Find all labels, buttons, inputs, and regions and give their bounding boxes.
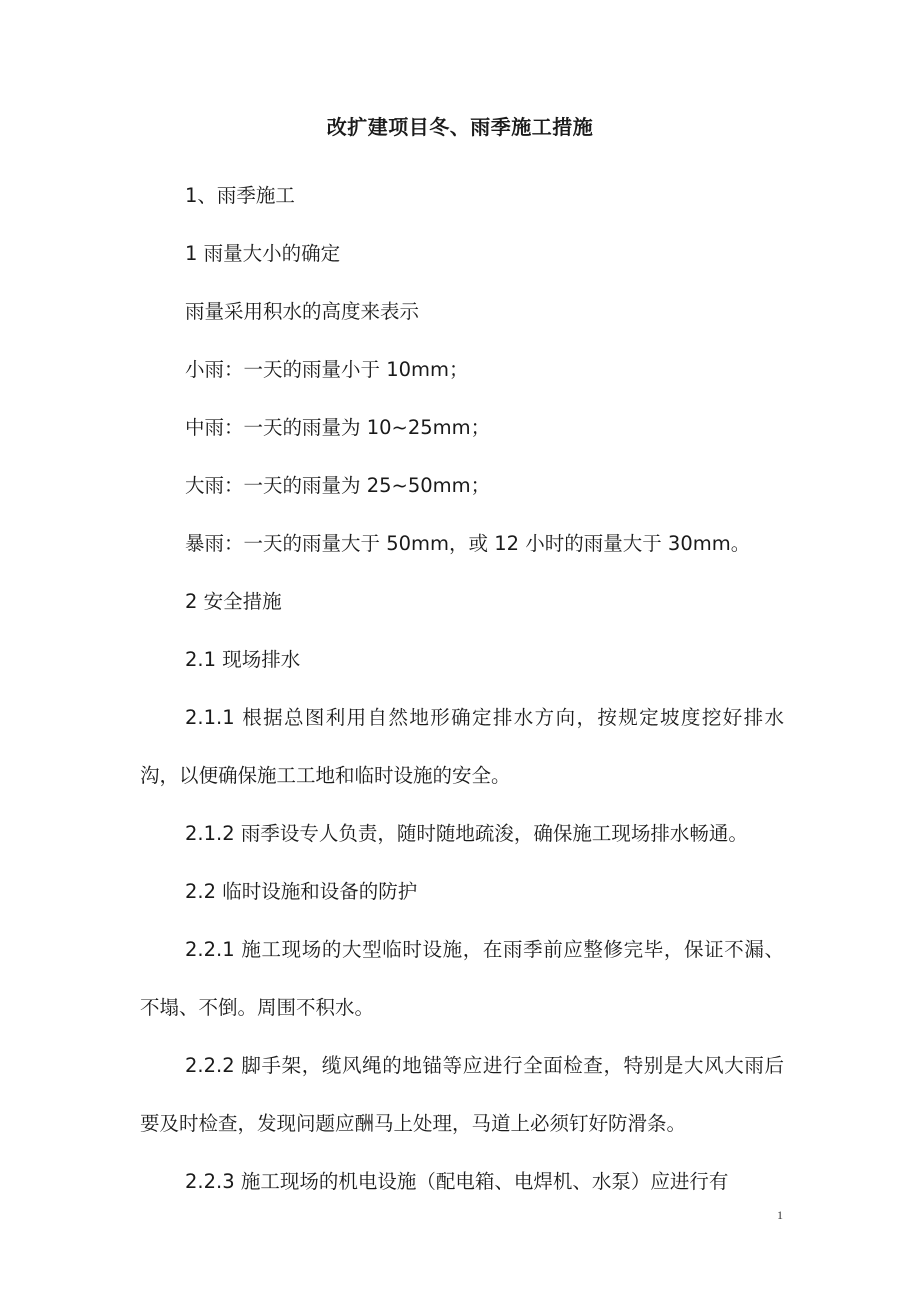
- paragraph-2-2-3: 2.2.3 施工现场的机电设施（配电箱、电焊机、水泵）应进行有: [185, 1170, 729, 1193]
- paragraph-2-2-1: 2.2.1 施工现场的大型临时设施，在雨季前应整修完毕，保证不漏、不塌、不倒。周围不积水。: [140, 938, 784, 1019]
- paragraph-temporary-facilities: 2.2 临时设施和设备的防护: [185, 880, 418, 903]
- paragraph-2-1-1: 2.1.1 根据总图利用自然地形确定排水方向，按规定坡度挖好排水沟，以便确保施工工地和临时设施的安全。: [140, 706, 784, 787]
- paragraph-2-1-2: 2.1.2 雨季设专人负责，随时随地疏浚，确保施工现场排水畅通。: [185, 822, 748, 845]
- paragraph-moderate-rain: 中雨：一天的雨量为 10~25mm；: [185, 416, 491, 439]
- paragraph-rainstorm: 暴雨：一天的雨量大于 50mm，或 12 小时的雨量大于 30mm。: [185, 532, 751, 555]
- paragraph-rainfall-measure: 雨量采用积水的高度来表示: [185, 300, 420, 323]
- page-number: 1: [777, 1208, 783, 1222]
- paragraph-2-2-2: 2.2.2 脚手架，缆风绳的地锚等应进行全面检查，特别是大风大雨后要及时检查，发现问题应酬马上处理，马道上必须钉好防滑条。: [140, 1054, 784, 1135]
- paragraph-safety-measures: 2 安全措施: [185, 590, 282, 613]
- document-title: 改扩建项目冬、雨季施工措施: [326, 115, 594, 139]
- paragraph-rainfall-determination: 1 雨量大小的确定: [185, 242, 341, 265]
- paragraph-site-drainage: 2.1 现场排水: [185, 648, 301, 671]
- paragraph-rainy-season: 1、雨季施工: [185, 184, 295, 207]
- paragraph-heavy-rain: 大雨：一天的雨量为 25~50mm；: [185, 474, 491, 497]
- paragraph-light-rain: 小雨：一天的雨量小于 10mm；: [185, 358, 469, 381]
- document-body: [140, 167, 784, 1211]
